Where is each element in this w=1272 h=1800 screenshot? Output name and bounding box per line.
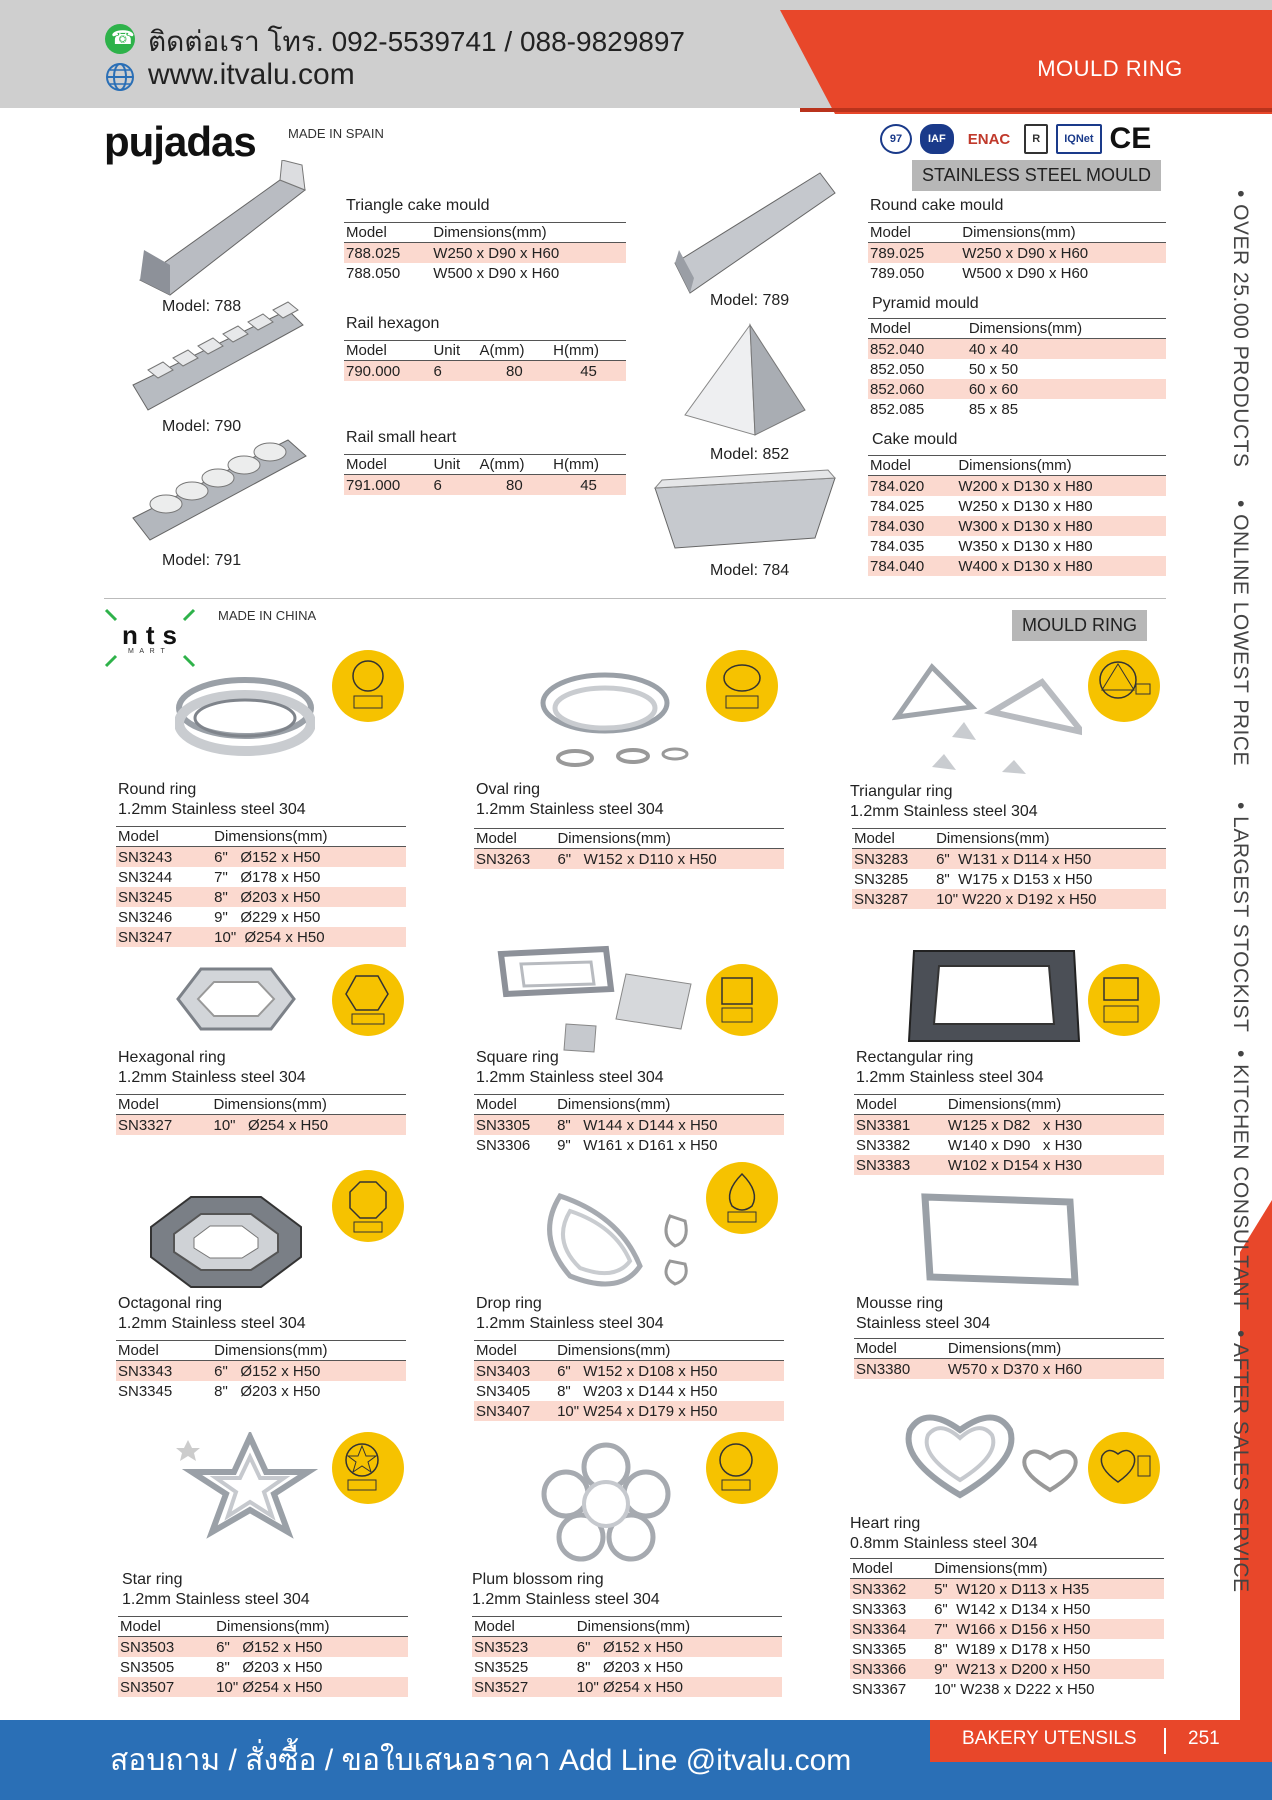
- table-row: SN3283 6" W131 x D114 x H50: [852, 849, 1166, 870]
- square-ring-table: Model Dimensions(mm) SN3305 8" W144 x D144 x H50 SN3306 9" W161 x D161 x H50: [474, 1094, 784, 1155]
- heart-ring-photo: [890, 1400, 1080, 1510]
- table-row: SN3507 10" Ø254 x H50: [118, 1677, 408, 1697]
- table-row: 784.025 W250 x D130 x H80: [870, 497, 1093, 515]
- table-row: SN3365 8" W189 x D178 x H50: [852, 1640, 1091, 1658]
- rectangular-ring-material: 1.2mm Stainless steel 304: [856, 1069, 1044, 1086]
- triangular-ring-title: Triangular ring: [850, 783, 953, 800]
- cert-enac-icon: ENAC: [967, 130, 1011, 148]
- round-cake-mould-table: Model Dimensions(mm) 789.025 W250 x D90 x H60 789.050 W500 x D90 x H60: [868, 222, 1166, 283]
- table-row: SN3407 10" W254 x D179 x H50: [474, 1401, 784, 1421]
- header-red-underline: [800, 108, 1272, 112]
- plum-blossom-ring-table: Model Dimensions(mm) SN3523 6" Ø152 x H50 SN3525 8" Ø203 x H50 SN3527 10" Ø254 x H50: [472, 1616, 782, 1697]
- round-ring-photo: [175, 668, 315, 768]
- caption-model-789: Model: 789: [710, 292, 790, 309]
- table-row: 784.040 W400 x D130 x H80: [868, 556, 1166, 576]
- plum-blossom-ring-photo: [536, 1442, 676, 1562]
- triangular-ring-material: 1.2mm Stainless steel 304: [850, 803, 1038, 820]
- oval-ring-material: 1.2mm Stainless steel 304: [476, 801, 664, 818]
- star-ring-material: 1.2mm Stainless steel 304: [122, 1591, 310, 1608]
- rectangular-ring-table: Model Dimensions(mm) SN3381 W125 x D82 x H30 SN3382 W140 x D90 x H30 SN3383 W102 x D154 x H30: [854, 1094, 1164, 1175]
- square-ring-photo: [496, 944, 696, 1054]
- table-row: SN3362 5" W120 x D113 x H35: [850, 1579, 1164, 1600]
- table-row: SN3381 W125 x D82 x H30: [854, 1115, 1164, 1136]
- hexagonal-ring-diagram-icon: [332, 964, 404, 1036]
- drop-ring-photo: [530, 1176, 710, 1296]
- table-row: 790.000 6 80 45: [344, 361, 626, 382]
- star-ring-photo: [170, 1432, 330, 1552]
- round-ring-diagram-icon: [332, 650, 404, 722]
- table-row: 852.040 40 x 40: [868, 339, 1166, 360]
- pyramid-mould-photo: [680, 320, 810, 440]
- section-divider: [104, 598, 1166, 599]
- mousse-ring-title: Mousse ring: [856, 1295, 944, 1312]
- table-row: 784.035 W350 x D130 x H80: [870, 537, 1093, 555]
- hexagonal-ring-title: Hexagonal ring: [118, 1049, 226, 1066]
- ce-mark-icon: CE: [1109, 122, 1152, 155]
- side-bullets: [1228, 190, 1266, 1610]
- cert-97-icon: 97: [880, 124, 912, 154]
- table-row: SN3366 9" W213 x D200 x H50: [850, 1659, 1164, 1679]
- star-ring-title: Star ring: [122, 1571, 183, 1588]
- hexagonal-ring-material: 1.2mm Stainless steel 304: [118, 1069, 306, 1086]
- table-row: SN3246 9" Ø229 x H50: [118, 908, 321, 926]
- phone-icon: [105, 24, 135, 54]
- rail-hexagon-title: Rail hexagon: [346, 315, 440, 332]
- table-row: 789.025 W250 x D90 x H60: [868, 243, 1166, 264]
- tag-mould-ring: MOULD RING: [1012, 610, 1147, 641]
- rectangular-ring-photo: [904, 946, 1084, 1046]
- octagonal-ring-photo: [146, 1192, 306, 1292]
- plum-blossom-ring-diagram-icon: [706, 1432, 778, 1504]
- table-row: 788.025 W250 x D90 x H60: [344, 243, 626, 264]
- table-row: SN3403 6" W152 x D108 x H50: [474, 1361, 784, 1382]
- col-dimensions: Dimensions(mm): [431, 223, 626, 243]
- triangular-ring-table: Model Dimensions(mm) SN3283 6" W131 x D114 x H50 SN3285 8" W175 x D153 x H50 SN3287 10" W220 x D192 x H50: [852, 828, 1166, 909]
- certification-logos: [880, 122, 1151, 156]
- table-row: SN3306 9" W161 x D161 x H50: [476, 1136, 718, 1154]
- drop-ring-title: Drop ring: [476, 1295, 542, 1312]
- rectangular-ring-title: Rectangular ring: [856, 1049, 974, 1066]
- octagonal-ring-material: 1.2mm Stainless steel 304: [118, 1315, 306, 1332]
- col-model: Model: [344, 223, 431, 243]
- triangular-ring-photo: [892, 662, 1082, 780]
- heart-ring-title: Heart ring: [850, 1515, 921, 1532]
- cert-iqnet-icon: IQNet: [1056, 124, 1101, 154]
- table-row: 791.000 6 80 45: [344, 475, 626, 496]
- nts-brand: nts: [122, 620, 185, 650]
- mousse-ring-photo: [920, 1192, 1080, 1288]
- cert-iaf-icon: IAF: [920, 124, 954, 154]
- triangle-mould-table: [344, 222, 626, 283]
- section-title: MOULD RING: [1037, 56, 1183, 81]
- table-row: 784.020 W200 x D130 x H80: [868, 476, 1166, 497]
- pujadas-origin: MADE IN SPAIN: [288, 126, 384, 141]
- drop-ring-table: Model Dimensions(mm) SN3403 6" W152 x D108 x H50 SN3405 8" W203 x D144 x H50 SN3407 10" W254 x D179 x H50: [474, 1340, 784, 1421]
- page-number: 251: [1188, 1728, 1220, 1749]
- table-row: 789.050 W500 x D90 x H60: [870, 264, 1089, 282]
- tag-stainless-steel-mould: STAINLESS STEEL MOULD: [912, 160, 1161, 191]
- triangular-ring-diagram-icon: [1088, 650, 1160, 722]
- heart-ring-material: 0.8mm Stainless steel 304: [850, 1535, 1038, 1552]
- footer-separator: [1164, 1728, 1166, 1754]
- table-row: SN3243 6" Ø152 x H50: [116, 847, 406, 868]
- round-ring-material: 1.2mm Stainless steel 304: [118, 801, 306, 818]
- table-row: SN3364 7" W166 x D156 x H50: [850, 1619, 1164, 1639]
- side-bullet: • LARGEST STOCKIST: [1229, 802, 1252, 1033]
- oval-ring-table: Model Dimensions(mm) SN3263 6" W152 x D110 x H50: [474, 828, 784, 869]
- round-cake-mould-photo: [670, 168, 840, 298]
- round-ring-table: Model Dimensions(mm) SN3243 6" Ø152 x H50 SN3244 7" Ø178 x H50 SN3245 8" Ø203 x H50 SN3246 9" Ø229 x H50 SN3247 10" Ø254 x H50: [116, 826, 406, 947]
- rail-heart-title: Rail small heart: [346, 429, 457, 446]
- cert-r-icon: R: [1024, 124, 1048, 154]
- rail-hexagon-photo: [128, 300, 308, 420]
- octagonal-ring-table: Model Dimensions(mm) SN3343 6" Ø152 x H50 SN3345 8" Ø203 x H50: [116, 1340, 406, 1401]
- table-row: SN3380 W570 x D370 x H60: [854, 1359, 1164, 1380]
- table-row: 852.060 60 x 60: [868, 379, 1166, 399]
- table-row: SN3343 6" Ø152 x H50: [116, 1361, 406, 1382]
- mousse-ring-table: Model Dimensions(mm) SN3380 W570 x D370 x H60: [854, 1338, 1164, 1379]
- table-row: 852.050 50 x 50: [870, 360, 1019, 378]
- side-bullet: • ONLINE LOWEST PRICE: [1229, 500, 1252, 767]
- table-row: SN3287 10" W220 x D192 x H50: [852, 889, 1166, 909]
- oval-ring-diagram-icon: [706, 650, 778, 722]
- round-cake-mould-title: Round cake mould: [870, 197, 1004, 214]
- drop-ring-diagram-icon: [706, 1162, 778, 1234]
- octagonal-ring-title: Octagonal ring: [118, 1295, 223, 1312]
- caption-model-788: Model: 788: [162, 298, 242, 315]
- plum-blossom-ring-title: Plum blossom ring: [472, 1571, 604, 1588]
- cake-mould-table: Model Dimensions(mm) 784.020 W200 x D130 x H80 784.025 W250 x D130 x H80 784.030 W300 x D130 x H80 784.035 W350 x D130 x H80 784.040 W400 x D130 x H80: [868, 455, 1166, 576]
- table-row: SN3245 8" Ø203 x H50: [116, 887, 406, 907]
- caption-model-852: Model: 852: [710, 446, 790, 463]
- heart-ring-table: Model Dimensions(mm) SN3362 5" W120 x D113 x H35 SN3363 6" W142 x D134 x H50 SN3364 7" W166 x D156 x H50 SN3365 8" W189 x D178 x H50 SN3366 9" W213 x D200 x H50 SN3367 10" W238 x D222 x H50: [850, 1558, 1164, 1699]
- table-row: SN3363 6" W142 x D134 x H50: [852, 1600, 1091, 1618]
- rail-heart-photo: [128, 428, 308, 548]
- pujadas-logo: pujadas: [104, 118, 256, 165]
- cake-mould-title: Cake mould: [872, 431, 958, 448]
- rectangular-ring-diagram-icon: [1088, 964, 1160, 1036]
- oval-ring-photo: [535, 668, 705, 778]
- rail-heart-table: Model Unit A(mm) H(mm) 791.000 6 80 45: [344, 454, 626, 495]
- nts-origin: MADE IN CHINA: [218, 608, 317, 623]
- table-row: SN3525 8" Ø203 x H50: [474, 1658, 684, 1676]
- table-row: SN3285 8" W175 x D153 x H50: [854, 870, 1093, 888]
- side-bullet: • KITCHEN CONSULTANT: [1229, 1050, 1252, 1311]
- caption-model-790: Model: 790: [162, 418, 242, 435]
- hexagonal-ring-photo: [176, 964, 296, 1034]
- table-row: 852.085 85 x 85: [870, 400, 1019, 418]
- table-row: SN3367 10" W238 x D222 x H50: [852, 1680, 1095, 1698]
- triangle-mould-title: Triangle cake mould: [346, 197, 490, 214]
- table-row: SN3247 10" Ø254 x H50: [116, 927, 406, 947]
- square-ring-title: Square ring: [476, 1049, 559, 1066]
- pyramid-mould-title: Pyramid mould: [872, 295, 979, 312]
- globe-icon: [105, 62, 135, 92]
- rail-hexagon-table: Model Unit A(mm) H(mm) 790.000 6 80 45: [344, 340, 626, 381]
- table-row: SN3405 8" W203 x D144 x H50: [476, 1382, 718, 1400]
- table-row: SN3327 10" Ø254 x H50: [116, 1115, 406, 1136]
- side-bullet: • OVER 25.000 PRODUCTS: [1229, 190, 1252, 468]
- caption-model-784: Model: 784: [710, 562, 790, 579]
- heart-ring-diagram-icon: [1088, 1432, 1160, 1504]
- table-row: SN3527 10" Ø254 x H50: [472, 1677, 782, 1697]
- table-row: SN3305 8" W144 x D144 x H50: [474, 1115, 784, 1136]
- table-row: 788.050 W500 x D90 x H60: [346, 264, 560, 282]
- table-row: SN3503 6" Ø152 x H50: [118, 1637, 408, 1658]
- contact-phone: ติดต่อเรา โทร. 092-5539741 / 088-9829897: [148, 26, 686, 57]
- side-bullet: • AFTER SALES SERVICE: [1229, 1330, 1252, 1593]
- table-row: SN3383 W102 x D154 x H30: [854, 1155, 1164, 1175]
- triangle-mould-photo: [130, 160, 310, 300]
- round-ring-title: Round ring: [118, 781, 197, 798]
- nts-sub: M A R T: [128, 648, 167, 655]
- plum-blossom-ring-material: 1.2mm Stainless steel 304: [472, 1591, 660, 1608]
- table-row: SN3523 6" Ø152 x H50: [472, 1637, 782, 1658]
- footer-line-contact[interactable]: สอบถาม / สั่งซื้อ / ขอใบเสนอราคา Add Line @itvalu.com: [110, 1744, 852, 1777]
- caption-model-791: Model: 791: [162, 552, 242, 569]
- table-row: SN3263 6" W152 x D110 x H50: [474, 849, 784, 870]
- table-row: 784.030 W300 x D130 x H80: [868, 516, 1166, 536]
- table-row: SN3345 8" Ø203 x H50: [118, 1382, 321, 1400]
- octagonal-ring-diagram-icon: [332, 1170, 404, 1242]
- cake-mould-photo: [650, 468, 840, 558]
- oval-ring-title: Oval ring: [476, 781, 541, 798]
- hexagonal-ring-table: Model Dimensions(mm) SN3327 10" Ø254 x H50: [116, 1094, 406, 1135]
- table-row: SN3505 8" Ø203 x H50: [120, 1658, 323, 1676]
- star-ring-diagram-icon: [332, 1432, 404, 1504]
- star-ring-table: Model Dimensions(mm) SN3503 6" Ø152 x H50 SN3505 8" Ø203 x H50 SN3507 10" Ø254 x H50: [118, 1616, 408, 1697]
- square-ring-diagram-icon: [706, 964, 778, 1036]
- table-row: SN3244 7" Ø178 x H50: [118, 868, 321, 886]
- footer-section-label: BAKERY UTENSILS: [962, 1728, 1137, 1749]
- website-link[interactable]: www.itvalu.com: [148, 58, 355, 91]
- drop-ring-material: 1.2mm Stainless steel 304: [476, 1315, 664, 1332]
- pyramid-mould-table: Model Dimensions(mm) 852.040 40 x 40 852.050 50 x 50 852.060 60 x 60 852.085 85 x 85: [868, 318, 1166, 419]
- table-row: SN3382 W140 x D90 x H30: [856, 1136, 1083, 1154]
- square-ring-material: 1.2mm Stainless steel 304: [476, 1069, 664, 1086]
- mousse-ring-material: Stainless steel 304: [856, 1315, 991, 1332]
